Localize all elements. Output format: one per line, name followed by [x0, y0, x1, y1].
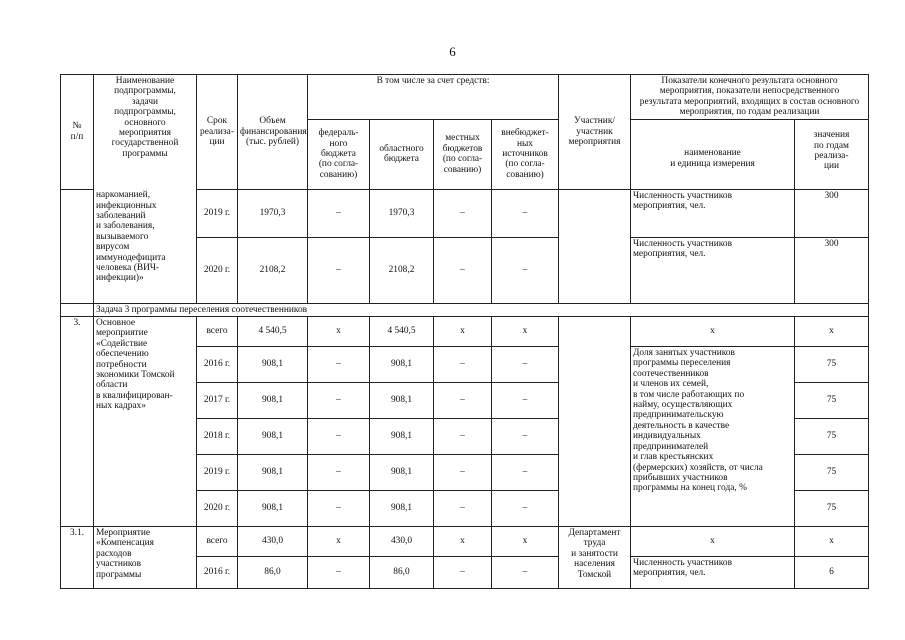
block2-extra: – [492, 419, 559, 455]
header-ind-value: значения по годам реализа- ции [795, 129, 869, 189]
table-row [61, 527, 869, 557]
block3-regional: 430,0 [370, 527, 434, 557]
block2-local: – [434, 491, 492, 527]
task-num [61, 303, 94, 316]
block3-extra: х [492, 527, 559, 557]
header-indicators-gap [631, 119, 795, 129]
block1-ind: Численность участников мероприятия, чел. [631, 237, 795, 303]
block2-year: 2019 г. [197, 455, 238, 491]
block1-volume: 1970,3 [238, 189, 308, 237]
block2-val: 75 [795, 455, 869, 491]
block1-federal: – [308, 189, 370, 237]
page-number: 6 [449, 44, 456, 59]
block2-volume: 4 540,5 [238, 317, 308, 347]
block1-name: наркоманией, инфекционных заболеваний и заболевания, вызываемого вирусом иммунодефицита человека (ВИЧ- инфекции)» [94, 189, 197, 303]
header-local: местных бюджетов (по согла- сованию) [434, 119, 492, 189]
block2-year: 2017 г. [197, 383, 238, 419]
block2-regional: 908,1 [370, 347, 434, 383]
block2-val: 75 [795, 419, 869, 455]
block2-volume: 908,1 [238, 455, 308, 491]
block2-num: 3. [61, 317, 94, 527]
block3-federal: х [308, 527, 370, 557]
block3-year: всего [197, 527, 238, 557]
block2-year: 2018 г. [197, 419, 238, 455]
block2-year: всего [197, 317, 238, 347]
header-volume: Объем финансирования (тыс. рублей) [238, 75, 308, 190]
block2-local: – [434, 455, 492, 491]
block3-volume: 430,0 [238, 527, 308, 557]
block2-volume: 908,1 [238, 383, 308, 419]
block2-ind-total: х [631, 317, 795, 347]
block3-participant: Департамент труда и занятости населения Томской [559, 527, 631, 589]
block2-regional: 908,1 [370, 383, 434, 419]
block3-num: 3.1. [61, 527, 94, 589]
block2-regional: 908,1 [370, 419, 434, 455]
block1-ind: Численность участников мероприятия, чел. [631, 189, 795, 237]
block2-val: 75 [795, 491, 869, 527]
block3-name: Мероприятие «Компенсация расходов участников программы [94, 527, 197, 589]
block3-ind: Численность участников мероприятия, чел. [631, 557, 795, 589]
block2-volume: 908,1 [238, 347, 308, 383]
block2-federal: – [308, 419, 370, 455]
block1-year: 2020 г. [197, 237, 238, 303]
block1-participant [559, 189, 631, 303]
block2-local: – [434, 383, 492, 419]
block1-local: – [434, 189, 492, 237]
block1-regional: 1970,3 [370, 189, 434, 237]
program-table [60, 74, 869, 589]
task-title: Задача 3 программы переселения соотечественников [94, 303, 869, 316]
block2-regional: 908,1 [370, 491, 434, 527]
block3-local: х [434, 527, 492, 557]
header-sources: В том числе за счет средств: [308, 75, 559, 120]
block1-federal: – [308, 237, 370, 303]
block1-extra: – [492, 237, 559, 303]
block2-federal: – [308, 455, 370, 491]
block2-year: 2020 г. [197, 491, 238, 527]
block3-regional: 86,0 [370, 557, 434, 589]
header-name: Наименование подпрограммы, задачи подпрограммы, основного мероприятия государственной программы [94, 75, 197, 190]
header-num: № п/п [61, 75, 94, 190]
block2-regional: 4 540,5 [370, 317, 434, 347]
block2-name: Основное мероприятие «Содействие обеспечению потребности экономики Томской области в квалифицирован- ных кадрах» [94, 317, 197, 527]
block2-extra: – [492, 347, 559, 383]
block2-local: х [434, 317, 492, 347]
header-ind-name: наименование и единица измерения [631, 129, 795, 189]
block2-local: – [434, 419, 492, 455]
header-regional: областного бюджета [370, 119, 434, 189]
block3-volume: 86,0 [238, 557, 308, 589]
block2-volume: 908,1 [238, 491, 308, 527]
block1-local: – [434, 237, 492, 303]
block3-val-total: х [795, 527, 869, 557]
block2-extra: – [492, 491, 559, 527]
block1-num [61, 189, 94, 303]
block3-val: 6 [795, 557, 869, 589]
block2-federal: – [308, 383, 370, 419]
block2-local: – [434, 347, 492, 383]
header-period: Срок реализа- ции [197, 75, 238, 190]
header-indicators: Показатели конечного результата основного мероприятия, показатели непосредственного результата мероприятий, входящих в состав основного мероприятия, по годам реализации [631, 75, 869, 120]
header-federal: федераль- ного бюджета (по согла- сованию) [308, 119, 370, 189]
block2-regional: 908,1 [370, 455, 434, 491]
block2-year: 2016 г. [197, 347, 238, 383]
block2-extra: х [492, 317, 559, 347]
block1-volume: 2108,2 [238, 237, 308, 303]
block1-extra: – [492, 189, 559, 237]
block2-volume: 908,1 [238, 419, 308, 455]
block2-val: 75 [795, 383, 869, 419]
block2-val-total: х [795, 317, 869, 347]
block1-val: 300 [795, 237, 869, 303]
header-extra: внебюджет- ных источников (по согла- сованию) [492, 119, 559, 189]
block2-federal: – [308, 347, 370, 383]
block2-federal: – [308, 491, 370, 527]
block1-regional: 2108,2 [370, 237, 434, 303]
header-row [61, 75, 869, 120]
block2-federal: х [308, 317, 370, 347]
block3-federal: – [308, 557, 370, 589]
table-row [61, 317, 869, 347]
block2-ind: Доля занятых участников программы переселения соотечественников и членов их семей, в том числе работающих по найму, осуществляющих предпринимательскую деятельность в качестве индивидуальных предпринимателей и глав крестьянских (фермерских) хозяйств, от числа прибывших участников программы на конец года, % [631, 347, 795, 527]
block3-year: 2016 г. [197, 557, 238, 589]
header-indicators-gap-right [795, 119, 869, 129]
block1-val: 300 [795, 189, 869, 237]
block3-local: – [434, 557, 492, 589]
header-participant: Участник/ участник мероприятия [559, 75, 631, 190]
task-row [61, 303, 869, 316]
block2-extra: – [492, 455, 559, 491]
table-row [61, 189, 869, 237]
block2-extra: – [492, 383, 559, 419]
block2-participant [559, 317, 631, 527]
block3-ind-total: х [631, 527, 795, 557]
block1-year: 2019 г. [197, 189, 238, 237]
block2-val: 75 [795, 347, 869, 383]
block3-extra: – [492, 557, 559, 589]
